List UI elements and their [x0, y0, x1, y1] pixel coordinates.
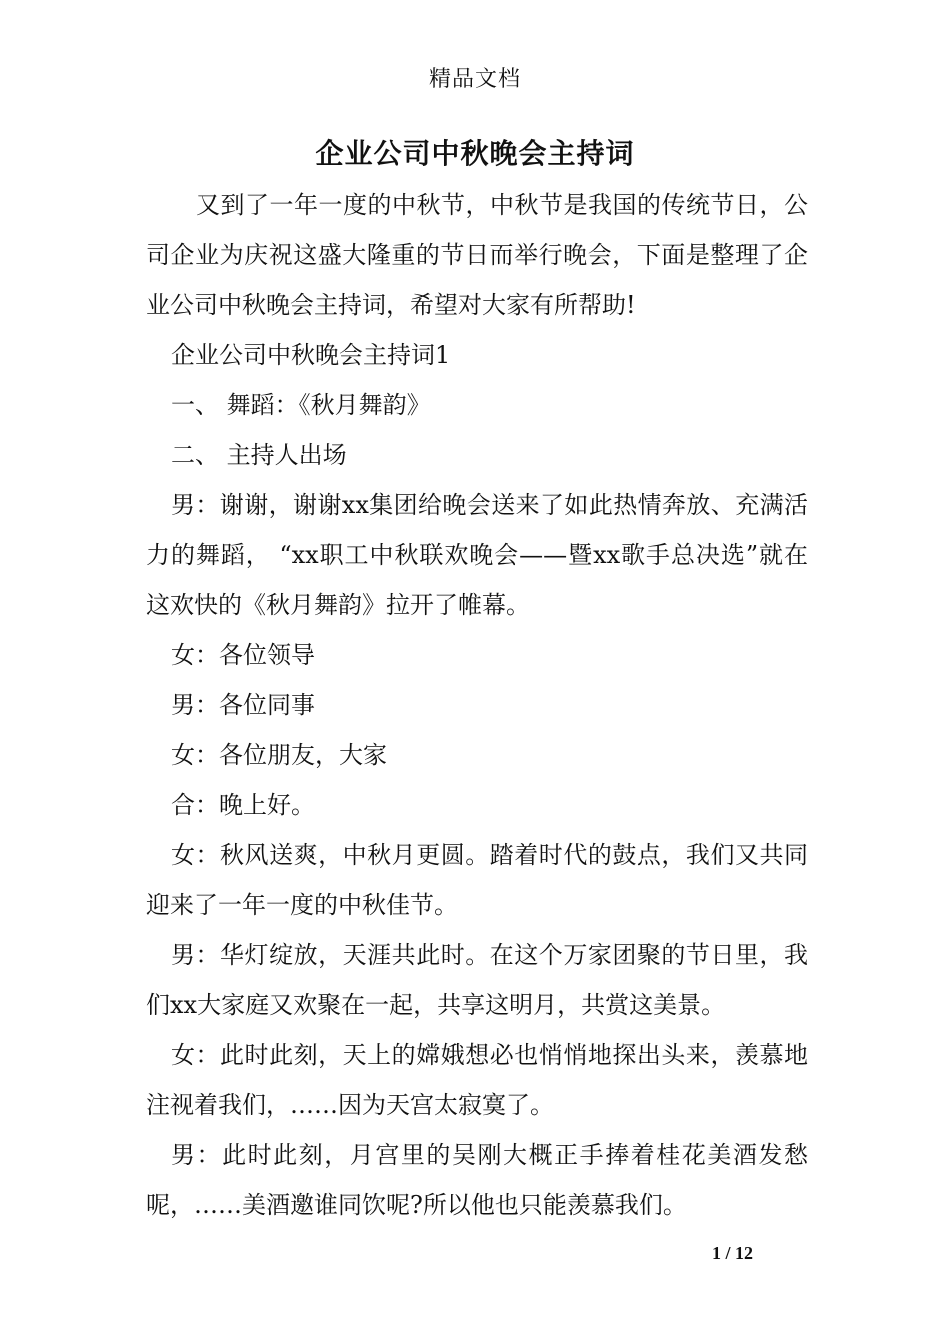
dialogue-line: 男：此时此刻，月宫里的吴刚大概正手捧着桂花美酒发愁呢，……美酒邀谁同饮呢?所以他也只能羡慕我们。	[146, 1141, 808, 1219]
dialogue-line: 男：华灯绽放，天涯共此时。在这个万家团聚的节日里，我们xx大家庭又欢聚在一起，共享这明月，共赏这美景。	[146, 941, 808, 1019]
dialogue-line: 合：晚上好。	[171, 791, 315, 819]
page-number: 1 / 12	[712, 1243, 754, 1263]
dialogue-line: 男：各位同事	[171, 691, 315, 719]
document-body	[146, 180, 808, 1230]
program-item: 一、 舞蹈：《秋月舞韵》	[171, 391, 431, 419]
section-heading: 企业公司中秋晚会主持词1	[171, 341, 451, 369]
dialogue-line: 男：谢谢，谢谢xx集团给晚会送来了如此热情奔放、充满活力的舞蹈， “xx职工中秋联欢晚会——暨xx歌手总决选”就在这欢快的《秋月舞韵》拉开了帷幕。	[146, 491, 808, 619]
document-title: 企业公司中秋晚会主持词	[315, 137, 635, 170]
dialogue-line: 女：秋风送爽，中秋月更圆。踏着时代的鼓点，我们又共同迎来了一年一度的中秋佳节。	[146, 841, 808, 919]
program-item: 二、 主持人出场	[171, 441, 347, 469]
dialogue-line: 女：各位朋友，大家	[171, 741, 387, 769]
page-header: 精品文档	[428, 67, 521, 92]
dialogue-line: 女：各位领导	[171, 641, 315, 669]
intro-paragraph: 又到了一年一度的中秋节，中秋节是我国的传统节日，公司企业为庆祝这盛大隆重的节日而举行晚会，下面是整理了企业公司中秋晚会主持词，希望对大家有所帮助!	[146, 191, 808, 319]
dialogue-line: 女：此时此刻，天上的嫦娥想必也悄悄地探出头来，羡慕地注视着我们，……因为天宫太寂寞了。	[146, 1041, 808, 1119]
